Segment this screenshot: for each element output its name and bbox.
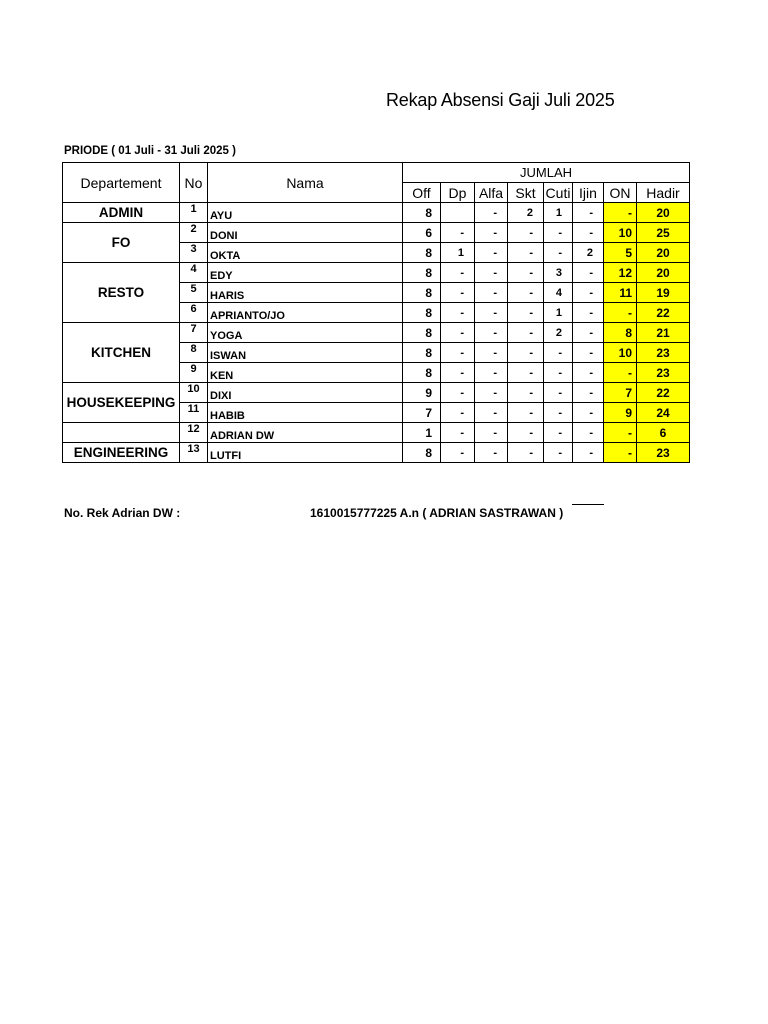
cell-hadir: 20 — [637, 263, 690, 283]
row-number: 3 — [180, 243, 208, 263]
department-cell: KITCHEN — [63, 323, 180, 383]
cell-on: 10 — [604, 223, 637, 243]
header-hadir: Hadir — [637, 183, 690, 203]
employee-name: EDY — [208, 263, 403, 283]
cell-ijin: - — [573, 343, 604, 363]
row-number: 12 — [180, 423, 208, 443]
table-row — [63, 223, 690, 243]
row-number: 11 — [180, 403, 208, 423]
header-off: Off — [403, 183, 441, 203]
cell-on: 9 — [604, 403, 637, 423]
cell-alfa: - — [475, 303, 508, 323]
row-number: 8 — [180, 343, 208, 363]
cell-alfa: - — [475, 383, 508, 403]
row-number: 4 — [180, 263, 208, 283]
table-body — [63, 203, 690, 463]
cell-hadir: 6 — [637, 423, 690, 443]
cell-alfa: - — [475, 283, 508, 303]
cell-off: 8 — [403, 283, 441, 303]
department-cell: FO — [63, 223, 180, 263]
row-number: 7 — [180, 323, 208, 343]
cell-ijin: - — [573, 363, 604, 383]
cell-on: - — [604, 363, 637, 383]
row-number: 5 — [180, 283, 208, 303]
cell-alfa: - — [475, 263, 508, 283]
cell-off: 8 — [403, 363, 441, 383]
cell-cuti: - — [544, 383, 573, 403]
cell-cuti: 2 — [544, 323, 573, 343]
table-header — [63, 163, 690, 203]
cell-skt: - — [508, 383, 544, 403]
cell-dp: - — [441, 443, 475, 463]
employee-name: KEN — [208, 363, 403, 383]
cell-hadir: 23 — [637, 363, 690, 383]
row-number: 2 — [180, 223, 208, 243]
cell-alfa: - — [475, 223, 508, 243]
header-ijin: Ijin — [573, 183, 604, 203]
cell-off: 8 — [403, 263, 441, 283]
bank-account-value: 1610015777225 A.n ( ADRIAN SASTRAWAN ) — [310, 506, 564, 520]
table-row — [63, 263, 690, 283]
header-alfa: Alfa — [475, 183, 508, 203]
cell-skt: - — [508, 343, 544, 363]
table-row — [63, 323, 690, 343]
employee-name: HABIB — [208, 403, 403, 423]
cell-cuti: - — [544, 343, 573, 363]
cell-skt: - — [508, 263, 544, 283]
cell-hadir: 20 — [637, 203, 690, 223]
cell-dp: - — [441, 283, 475, 303]
cell-hadir: 25 — [637, 223, 690, 243]
employee-name: ADRIAN DW — [208, 423, 403, 443]
header-skt: Skt — [508, 183, 544, 203]
cell-on: - — [604, 443, 637, 463]
cell-dp: 1 — [441, 243, 475, 263]
cell-skt: - — [508, 303, 544, 323]
cell-on: 7 — [604, 383, 637, 403]
cell-hadir: 20 — [637, 243, 690, 263]
cell-dp: - — [441, 263, 475, 283]
cell-ijin: 2 — [573, 243, 604, 263]
cell-cuti: 3 — [544, 263, 573, 283]
cell-ijin: - — [573, 383, 604, 403]
cell-cuti: 1 — [544, 303, 573, 323]
employee-name: OKTA — [208, 243, 403, 263]
cell-hadir: 23 — [637, 343, 690, 363]
cell-cuti: - — [544, 443, 573, 463]
cell-off: 8 — [403, 303, 441, 323]
table-row — [63, 383, 690, 403]
row-number: 13 — [180, 443, 208, 463]
cell-cuti: - — [544, 403, 573, 423]
cell-off: 7 — [403, 403, 441, 423]
cell-off: 1 — [403, 423, 441, 443]
cell-ijin: - — [573, 403, 604, 423]
cell-skt: - — [508, 363, 544, 383]
cell-skt: 2 — [508, 203, 544, 223]
cell-ijin: - — [573, 263, 604, 283]
header-jumlah: JUMLAH — [403, 163, 690, 183]
cell-ijin: - — [573, 303, 604, 323]
cell-dp: - — [441, 403, 475, 423]
cell-alfa: - — [475, 323, 508, 343]
cell-cuti: 4 — [544, 283, 573, 303]
signature-line — [572, 504, 604, 505]
employee-name: DIXI — [208, 383, 403, 403]
employee-name: DONI — [208, 223, 403, 243]
cell-on: 5 — [604, 243, 637, 263]
cell-on: - — [604, 303, 637, 323]
cell-hadir: 23 — [637, 443, 690, 463]
attendance-table — [62, 162, 690, 463]
cell-skt: - — [508, 423, 544, 443]
table-row — [63, 443, 690, 463]
header-nama: Nama — [208, 163, 403, 203]
department-cell — [63, 423, 180, 443]
cell-on: - — [604, 203, 637, 223]
cell-cuti: - — [544, 243, 573, 263]
cell-dp: - — [441, 323, 475, 343]
employee-name: HARIS — [208, 283, 403, 303]
cell-off: 8 — [403, 343, 441, 363]
department-cell: RESTO — [63, 263, 180, 323]
cell-hadir: 22 — [637, 383, 690, 403]
department-cell: ADMIN — [63, 203, 180, 223]
cell-off: 6 — [403, 223, 441, 243]
header-no: No — [180, 163, 208, 203]
cell-on: - — [604, 423, 637, 443]
cell-ijin: - — [573, 443, 604, 463]
cell-dp: - — [441, 223, 475, 243]
cell-off: 8 — [403, 323, 441, 343]
employee-name: AYU — [208, 203, 403, 223]
cell-on: 11 — [604, 283, 637, 303]
cell-hadir: 24 — [637, 403, 690, 423]
cell-off: 9 — [403, 383, 441, 403]
cell-dp — [441, 203, 475, 223]
cell-on: 8 — [604, 323, 637, 343]
cell-ijin: - — [573, 423, 604, 443]
cell-alfa: - — [475, 363, 508, 383]
cell-alfa: - — [475, 403, 508, 423]
cell-alfa: - — [475, 343, 508, 363]
cell-ijin: - — [573, 283, 604, 303]
employee-name: LUTFI — [208, 443, 403, 463]
cell-hadir: 22 — [637, 303, 690, 323]
employee-name: YOGA — [208, 323, 403, 343]
table-row — [63, 423, 690, 443]
page-title: Rekap Absensi Gaji Juli 2025 — [386, 90, 615, 110]
cell-skt: - — [508, 223, 544, 243]
header-departement: Departement — [63, 163, 180, 203]
header-cuti: Cuti — [544, 183, 573, 203]
period-label: PRIODE ( 01 Juli - 31 Juli 2025 ) — [64, 145, 236, 157]
cell-dp: - — [441, 343, 475, 363]
cell-skt: - — [508, 403, 544, 423]
employee-name: ISWAN — [208, 343, 403, 363]
cell-cuti: - — [544, 423, 573, 443]
cell-ijin: - — [573, 203, 604, 223]
cell-cuti: - — [544, 223, 573, 243]
cell-dp: - — [441, 383, 475, 403]
cell-alfa: - — [475, 423, 508, 443]
cell-dp: - — [441, 363, 475, 383]
cell-off: 8 — [403, 243, 441, 263]
cell-on: 10 — [604, 343, 637, 363]
header-dp: Dp — [441, 183, 475, 203]
cell-skt: - — [508, 283, 544, 303]
cell-off: 8 — [403, 203, 441, 223]
cell-skt: - — [508, 243, 544, 263]
cell-hadir: 19 — [637, 283, 690, 303]
department-cell: ENGINEERING — [63, 443, 180, 463]
cell-ijin: - — [573, 223, 604, 243]
cell-alfa: - — [475, 243, 508, 263]
cell-on: 12 — [604, 263, 637, 283]
row-number: 1 — [180, 203, 208, 223]
row-number: 9 — [180, 363, 208, 383]
cell-off: 8 — [403, 443, 441, 463]
employee-name: APRIANTO/JO — [208, 303, 403, 323]
cell-ijin: - — [573, 323, 604, 343]
cell-cuti: 1 — [544, 203, 573, 223]
row-number: 10 — [180, 383, 208, 403]
cell-skt: - — [508, 323, 544, 343]
cell-cuti: - — [544, 363, 573, 383]
bank-account-label: No. Rek Adrian DW : — [64, 506, 181, 520]
row-number: 6 — [180, 303, 208, 323]
cell-hadir: 21 — [637, 323, 690, 343]
department-cell: HOUSEKEEPING — [63, 383, 180, 423]
cell-alfa: - — [475, 443, 508, 463]
cell-alfa: - — [475, 203, 508, 223]
cell-dp: - — [441, 423, 475, 443]
cell-dp: - — [441, 303, 475, 323]
header-on: ON — [604, 183, 637, 203]
cell-skt: - — [508, 443, 544, 463]
table-row — [63, 203, 690, 223]
